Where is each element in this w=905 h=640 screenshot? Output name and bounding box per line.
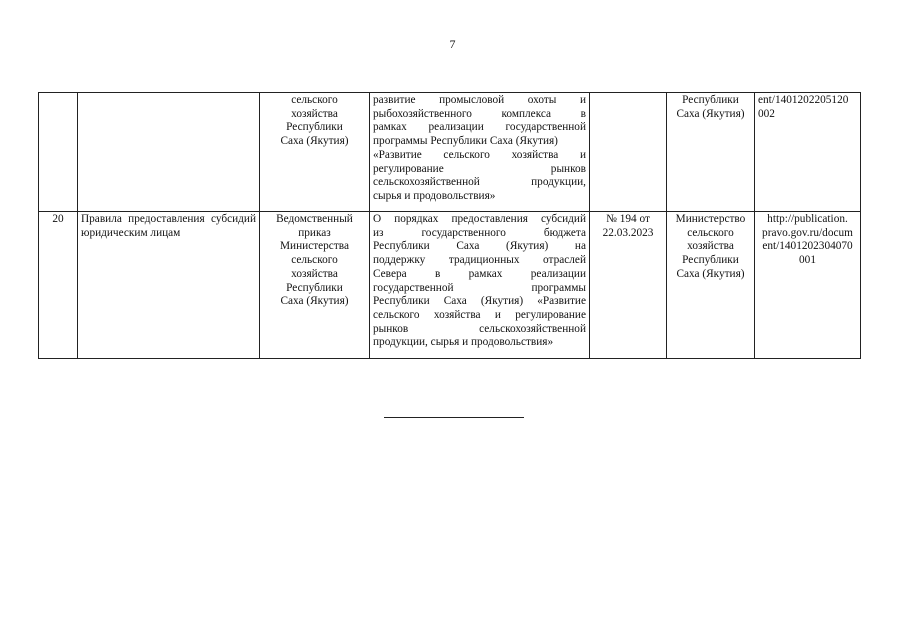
document-title-line: Севера в рамках реализации: [373, 267, 586, 280]
document-title-line: продукции, сырья и продовольствия»: [373, 336, 554, 349]
organization-line: Республики: [682, 254, 739, 267]
document-name-cell: [78, 93, 260, 212]
document-type-line: Ведомственный: [276, 213, 353, 225]
table-row: [39, 93, 861, 212]
document-title-line: О порядках предоставления субсидий: [373, 213, 586, 225]
document-type-line: хозяйства: [291, 267, 338, 280]
document-title-line: программы Республики Саха (Якутия): [373, 135, 558, 148]
document-title-line: рынков сельскохозяйственной: [373, 322, 586, 335]
publication-link-cell[interactable]: [755, 93, 861, 212]
document-title-line: государственной программы: [373, 281, 586, 294]
organization-line: Саха (Якутия): [676, 107, 745, 120]
document-type-line: Республики: [286, 121, 343, 134]
organization-line: сельского: [687, 226, 734, 239]
publication-link-line: 002: [758, 107, 775, 120]
documents-table: [38, 92, 861, 359]
publication-link-line: pravo.gov.ru/docum: [762, 226, 853, 239]
document-type-line: Министерства: [280, 240, 349, 253]
publication-link-line: ent/1401202205120: [758, 94, 849, 106]
document-title-line: развитие промысловой охоты и: [373, 94, 586, 106]
document-title-line: поддержку традиционных отраслей: [373, 254, 586, 267]
document-type-cell: [260, 212, 370, 359]
registration-cell: [590, 93, 667, 212]
publication-link-cell[interactable]: [755, 212, 861, 359]
end-separator-line: [384, 417, 524, 418]
document-title-line: из государственного бюджета: [373, 226, 586, 239]
document-title-line: рыбохозяйственного комплекса в: [373, 107, 586, 120]
page-number: 7: [449, 37, 456, 51]
publication-link-line: http://publication.: [767, 213, 848, 225]
row-number-cell: [39, 93, 78, 212]
row-number-cell: 20: [39, 212, 78, 359]
document-type-line: Саха (Якутия): [280, 135, 349, 148]
organization-line: Министерство: [675, 213, 746, 225]
publication-link-line: 001: [799, 254, 816, 267]
registration-cell: [590, 212, 667, 359]
organization-line: Республики: [682, 94, 739, 106]
table-row: [39, 212, 861, 359]
organization-cell: [667, 212, 755, 359]
document-type-line: сельского: [291, 254, 338, 267]
document-title-line: «Развитие сельского хозяйства и: [373, 148, 586, 161]
document-type-line: сельского: [291, 94, 338, 106]
organization-cell: [667, 93, 755, 212]
document-title-line: сельского хозяйства и регулирование: [373, 308, 586, 321]
document-name-cell: Правила предоставления субсидий юридическим лицам: [78, 212, 260, 359]
organization-line: Саха (Якутия): [676, 267, 745, 280]
document-title-line: сельскохозяйственной продукции,: [373, 176, 586, 189]
document-type-cell: [260, 93, 370, 212]
document-title-line: рамках реализации государственной: [373, 121, 586, 134]
registration-line: № 194 от: [606, 213, 650, 225]
document-title-line: регулирование рынков: [373, 162, 586, 175]
document-title-line: сырья и продовольствия»: [373, 189, 496, 202]
document-type-line: Республики: [286, 281, 343, 294]
document-title-line: Республики Саха (Якутия) «Развитие: [373, 295, 586, 308]
document-type-line: приказ: [298, 226, 331, 239]
document-title-line: Республики Саха (Якутия) на: [373, 240, 586, 253]
organization-line: хозяйства: [687, 240, 734, 253]
registration-line: 22.03.2023: [602, 226, 654, 239]
publication-link-line: ent/1401202304070: [762, 240, 853, 253]
document-type-line: хозяйства: [291, 107, 338, 120]
document-title-cell: [370, 212, 590, 359]
document-type-line: Саха (Якутия): [280, 295, 349, 308]
document-title-cell: [370, 93, 590, 212]
